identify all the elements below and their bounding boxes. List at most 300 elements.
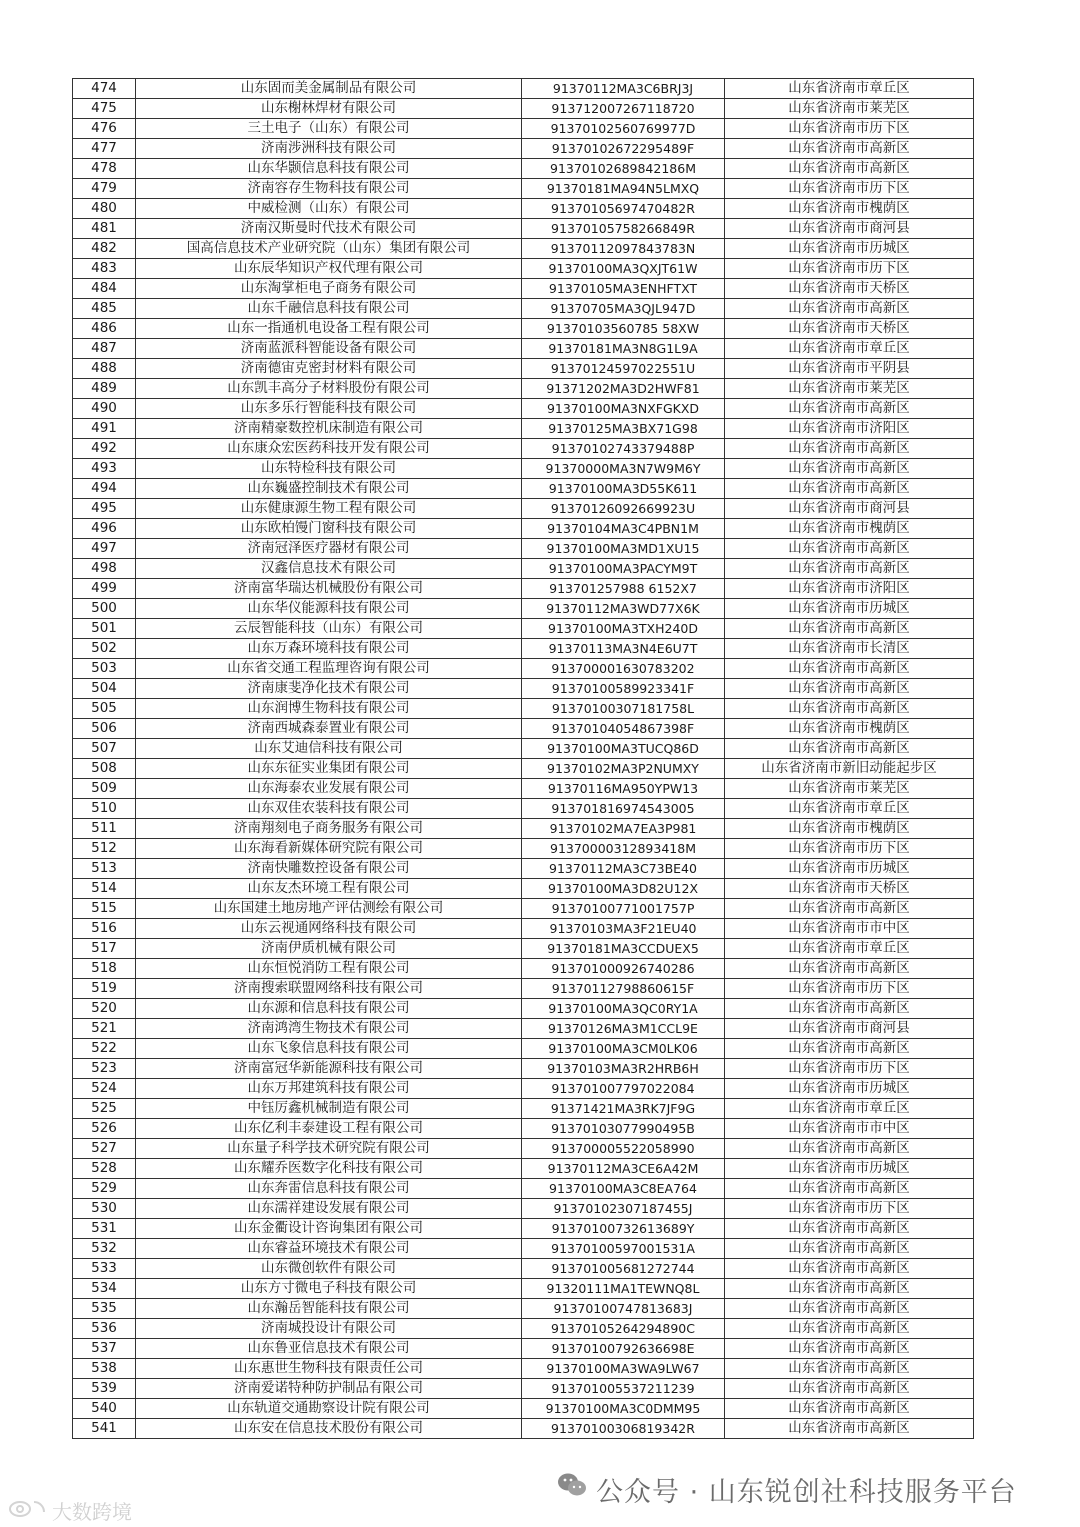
- company-name-cell: 济南快雕数控设备有限公司: [136, 859, 522, 879]
- table-row: [73, 539, 974, 559]
- credit-code-cell: 91370100732613689Y: [522, 1219, 725, 1239]
- table-row: [73, 479, 974, 499]
- region-cell: 山东省济南市高新区: [725, 1139, 974, 1159]
- credit-code-cell: 91370126092669923U: [522, 499, 725, 519]
- credit-code-cell: 91370100MA3D55K611: [522, 479, 725, 499]
- company-name-cell: 山东万森环境科技有限公司: [136, 639, 522, 659]
- table-row: [73, 99, 974, 119]
- row-index-cell: 479: [73, 179, 136, 199]
- company-name-cell: 山东榭林焊材有限公司: [136, 99, 522, 119]
- region-cell: 山东省济南市高新区: [725, 479, 974, 499]
- credit-code-cell: 91370100792636698E: [522, 1339, 725, 1359]
- row-index-cell: 502: [73, 639, 136, 659]
- company-name-cell: 山东睿益环境技术有限公司: [136, 1239, 522, 1259]
- region-cell: 山东省济南市高新区: [725, 1319, 974, 1339]
- table-row: [73, 819, 974, 839]
- region-cell: 山东省济南市高新区: [725, 139, 974, 159]
- row-index-cell: 476: [73, 119, 136, 139]
- row-index-cell: 491: [73, 419, 136, 439]
- row-index-cell: 522: [73, 1039, 136, 1059]
- table-row: [73, 159, 974, 179]
- region-cell: 山东省济南市章丘区: [725, 939, 974, 959]
- table-row: [73, 1319, 974, 1339]
- region-cell: 山东省济南市章丘区: [725, 799, 974, 819]
- region-cell: 山东省济南市高新区: [725, 739, 974, 759]
- table-row: [73, 319, 974, 339]
- credit-code-cell: 91370102689842186M: [522, 159, 725, 179]
- company-name-cell: 济南搜索联盟网络科技有限公司: [136, 979, 522, 999]
- table-row: [73, 179, 974, 199]
- table-row: [73, 359, 974, 379]
- company-name-cell: 山东淘掌柜电子商务有限公司: [136, 279, 522, 299]
- table-row: [73, 399, 974, 419]
- table-row: [73, 1379, 974, 1399]
- table-row: [73, 239, 974, 259]
- row-index-cell: 506: [73, 719, 136, 739]
- credit-code-cell: 913701005537211239: [522, 1379, 725, 1399]
- region-cell: 山东省济南市济阳区: [725, 579, 974, 599]
- credit-code-cell: 91370100597001531A: [522, 1239, 725, 1259]
- company-name-cell: 汉鑫信息技术有限公司: [136, 559, 522, 579]
- region-cell: 山东省济南市莱芜区: [725, 779, 974, 799]
- company-name-cell: 山东巍盛控制技术有限公司: [136, 479, 522, 499]
- company-name-cell: 山东固而美金属制品有限公司: [136, 79, 522, 99]
- company-name-cell: 山东华颢信息科技有限公司: [136, 159, 522, 179]
- company-name-cell: 山东健康源生物工程有限公司: [136, 499, 522, 519]
- company-name-cell: 山东源和信息科技有限公司: [136, 999, 522, 1019]
- row-index-cell: 521: [73, 1019, 136, 1039]
- table-row: [73, 659, 974, 679]
- company-name-cell: 山东辰华知识产权代理有限公司: [136, 259, 522, 279]
- row-index-cell: 512: [73, 839, 136, 859]
- row-index-cell: 498: [73, 559, 136, 579]
- region-cell: 山东省济南市高新区: [725, 159, 974, 179]
- credit-code-cell: 91370125MA3BX71G98: [522, 419, 725, 439]
- region-cell: 山东省济南市高新区: [725, 439, 974, 459]
- company-name-cell: 山东轨道交通勘察设计院有限公司: [136, 1399, 522, 1419]
- company-name-cell: 山东耀乔医数字化科技有限公司: [136, 1159, 522, 1179]
- region-cell: 山东省济南市历城区: [725, 1079, 974, 1099]
- credit-code-cell: 91370112MA3C6BRJ3J: [522, 79, 725, 99]
- row-index-cell: 517: [73, 939, 136, 959]
- table-row: [73, 679, 974, 699]
- region-cell: 山东省济南市商河县: [725, 1019, 974, 1039]
- company-name-cell: 山东省交通工程监理咨询有限公司: [136, 659, 522, 679]
- table-row: [73, 419, 974, 439]
- region-cell: 山东省济南市商河县: [725, 219, 974, 239]
- company-name-cell: 山东凯丰高分子材料股份有限公司: [136, 379, 522, 399]
- footer: [0, 1462, 1080, 1527]
- credit-code-cell: 91370100MA3MD1XU15: [522, 539, 725, 559]
- credit-code-cell: 913701816974543005: [522, 799, 725, 819]
- row-index-cell: 513: [73, 859, 136, 879]
- credit-code-cell: 91370181MA3CCDUEX5: [522, 939, 725, 959]
- region-cell: 山东省济南市高新区: [725, 1039, 974, 1059]
- row-index-cell: 540: [73, 1399, 136, 1419]
- company-name-cell: 济南鸿湾生物技术有限公司: [136, 1019, 522, 1039]
- region-cell: 山东省济南市市中区: [725, 1119, 974, 1139]
- region-cell: 山东省济南市高新区: [725, 1219, 974, 1239]
- credit-code-cell: 91370100MA3C8EA764: [522, 1179, 725, 1199]
- region-cell: 山东省济南市历下区: [725, 119, 974, 139]
- region-cell: 山东省济南市历下区: [725, 1199, 974, 1219]
- table-row: [73, 599, 974, 619]
- company-name-cell: 济南精豪数控机床制造有限公司: [136, 419, 522, 439]
- row-index-cell: 530: [73, 1199, 136, 1219]
- region-cell: 山东省济南市平阴县: [725, 359, 974, 379]
- credit-code-cell: 91370100MA3NXFGKXD: [522, 399, 725, 419]
- region-cell: 山东省济南市历下区: [725, 839, 974, 859]
- row-index-cell: 504: [73, 679, 136, 699]
- region-cell: 山东省济南市槐荫区: [725, 719, 974, 739]
- company-name-cell: 三土电子（山东）有限公司: [136, 119, 522, 139]
- company-name-cell: 济南冠泽医疗器材有限公司: [136, 539, 522, 559]
- credit-code-cell: 91370112798860615F: [522, 979, 725, 999]
- credit-code-cell: 91370100MA3CM0LK06: [522, 1039, 725, 1059]
- company-name-cell: 山东金衢设计咨询集团有限公司: [136, 1219, 522, 1239]
- region-cell: 山东省济南市高新区: [725, 1299, 974, 1319]
- table-row: [73, 859, 974, 879]
- company-name-cell: 山东一指通机电设备工程有限公司: [136, 319, 522, 339]
- region-cell: 山东省济南市高新区: [725, 459, 974, 479]
- credit-code-cell: 913701257988 6152X7: [522, 579, 725, 599]
- table-row: [73, 1279, 974, 1299]
- credit-code-cell: 91370102MA7EA3P981: [522, 819, 725, 839]
- company-name-cell: 山东海泰农业发展有限公司: [136, 779, 522, 799]
- credit-code-cell: 913701007797022084: [522, 1079, 725, 1099]
- credit-code-cell: 91370102307187455J: [522, 1199, 725, 1219]
- table-row: [73, 139, 974, 159]
- company-name-cell: 山东特检科技有限公司: [136, 459, 522, 479]
- company-name-cell: 山东恒悦消防工程有限公司: [136, 959, 522, 979]
- credit-code-cell: 91370100MA3TXH240D: [522, 619, 725, 639]
- table-row: [73, 259, 974, 279]
- credit-code-cell: 91370105264294890C: [522, 1319, 725, 1339]
- company-name-cell: 山东多乐行智能科技有限公司: [136, 399, 522, 419]
- credit-code-cell: 91370100MA3D82U12X: [522, 879, 725, 899]
- table-row: [73, 1219, 974, 1239]
- row-index-cell: 538: [73, 1359, 136, 1379]
- row-index-cell: 515: [73, 899, 136, 919]
- company-name-cell: 山东惠世生物科技有限责任公司: [136, 1359, 522, 1379]
- row-index-cell: 494: [73, 479, 136, 499]
- row-index-cell: 520: [73, 999, 136, 1019]
- table-row: [73, 1259, 974, 1279]
- row-index-cell: 474: [73, 79, 136, 99]
- table-row: [73, 919, 974, 939]
- table-row: [73, 579, 974, 599]
- row-index-cell: 518: [73, 959, 136, 979]
- company-name-cell: 山东奔雷信息科技有限公司: [136, 1179, 522, 1199]
- row-index-cell: 537: [73, 1339, 136, 1359]
- credit-code-cell: 91370000MA3N7W9M6Y: [522, 459, 725, 479]
- table-row: [73, 939, 974, 959]
- credit-code-cell: 91370100306819342R: [522, 1419, 725, 1439]
- company-name-cell: 济南蓝派科智能设备有限公司: [136, 339, 522, 359]
- table-row: [73, 619, 974, 639]
- region-cell: 山东省济南市高新区: [725, 399, 974, 419]
- table-row: [73, 799, 974, 819]
- row-index-cell: 475: [73, 99, 136, 119]
- credit-code-cell: 91370105697470482R: [522, 199, 725, 219]
- company-name-cell: 山东鲁亚信息技术有限公司: [136, 1339, 522, 1359]
- region-cell: 山东省济南市济阳区: [725, 419, 974, 439]
- row-index-cell: 528: [73, 1159, 136, 1179]
- region-cell: 山东省济南市商河县: [725, 499, 974, 519]
- row-index-cell: 531: [73, 1219, 136, 1239]
- credit-code-cell: 913700001630783202: [522, 659, 725, 679]
- region-cell: 山东省济南市章丘区: [725, 1099, 974, 1119]
- credit-code-cell: 91370100589923341F: [522, 679, 725, 699]
- row-index-cell: 485: [73, 299, 136, 319]
- region-cell: 山东省济南市高新区: [725, 539, 974, 559]
- credit-code-cell: 91370181MA3N8G1L9A: [522, 339, 725, 359]
- region-cell: 山东省济南市高新区: [725, 1239, 974, 1259]
- credit-code-cell: 91370705MA3QJL947D: [522, 299, 725, 319]
- credit-code-cell: 91370000312893418M: [522, 839, 725, 859]
- credit-code-cell: 91370116MA950YPW13: [522, 779, 725, 799]
- company-name-cell: 山东东征实业集团有限公司: [136, 759, 522, 779]
- company-name-cell: 济南容存生物科技有限公司: [136, 179, 522, 199]
- table-row: [73, 1019, 974, 1039]
- company-name-cell: 济南汉斯曼时代技术有限公司: [136, 219, 522, 239]
- region-cell: 山东省济南市高新区: [725, 1179, 974, 1199]
- region-cell: 山东省济南市槐荫区: [725, 199, 974, 219]
- row-index-cell: 478: [73, 159, 136, 179]
- row-index-cell: 514: [73, 879, 136, 899]
- row-index-cell: 495: [73, 499, 136, 519]
- region-cell: 山东省济南市高新区: [725, 1339, 974, 1359]
- company-name-cell: 济南富华瑞达机械股份有限公司: [136, 579, 522, 599]
- weibo-icon: [8, 1498, 50, 1518]
- company-name-cell: 济南翔刻电子商务服务有限公司: [136, 819, 522, 839]
- company-table: [72, 78, 974, 1439]
- region-cell: 山东省济南市高新区: [725, 679, 974, 699]
- row-index-cell: 508: [73, 759, 136, 779]
- table-row: [73, 1139, 974, 1159]
- row-index-cell: 541: [73, 1419, 136, 1439]
- watermark-label: 大数跨境: [52, 1500, 132, 1524]
- region-cell: 山东省济南市章丘区: [725, 339, 974, 359]
- row-index-cell: 525: [73, 1099, 136, 1119]
- region-cell: 山东省济南市高新区: [725, 559, 974, 579]
- region-cell: 山东省济南市历城区: [725, 239, 974, 259]
- row-index-cell: 510: [73, 799, 136, 819]
- company-name-cell: 济南德宙克密封材料有限公司: [136, 359, 522, 379]
- row-index-cell: 483: [73, 259, 136, 279]
- credit-code-cell: 91370104054867398F: [522, 719, 725, 739]
- region-cell: 山东省济南市历城区: [725, 1159, 974, 1179]
- region-cell: 山东省济南市高新区: [725, 1259, 974, 1279]
- credit-code-cell: 91370104MA3C4PBN1M: [522, 519, 725, 539]
- row-index-cell: 535: [73, 1299, 136, 1319]
- region-cell: 山东省济南市高新区: [725, 1379, 974, 1399]
- row-index-cell: 524: [73, 1079, 136, 1099]
- company-name-cell: 山东方寸微电子科技有限公司: [136, 1279, 522, 1299]
- table-row: [73, 1419, 974, 1439]
- table-row: [73, 719, 974, 739]
- credit-code-cell: 91370100307181758L: [522, 699, 725, 719]
- table-row: [73, 699, 974, 719]
- row-index-cell: 532: [73, 1239, 136, 1259]
- company-name-cell: 济南涉洲科技有限公司: [136, 139, 522, 159]
- table-row: [73, 1199, 974, 1219]
- company-name-cell: 山东华仪能源科技有限公司: [136, 599, 522, 619]
- company-name-cell: 山东友杰环境工程有限公司: [136, 879, 522, 899]
- row-index-cell: 497: [73, 539, 136, 559]
- company-name-cell: 济南城投设计有限公司: [136, 1319, 522, 1339]
- table-row: [73, 779, 974, 799]
- table-row: [73, 899, 974, 919]
- region-cell: 山东省济南市长清区: [725, 639, 974, 659]
- region-cell: 山东省济南市新旧动能起步区: [725, 759, 974, 779]
- credit-code-cell: 91370100MA3TUCQ86D: [522, 739, 725, 759]
- region-cell: 山东省济南市高新区: [725, 1419, 974, 1439]
- table-row: [73, 299, 974, 319]
- company-name-cell: 山东双佳农装科技有限公司: [136, 799, 522, 819]
- table-row: [73, 1099, 974, 1119]
- company-name-cell: 云辰智能科技（山东）有限公司: [136, 619, 522, 639]
- row-index-cell: 482: [73, 239, 136, 259]
- company-name-cell: 济南康斐净化技术有限公司: [136, 679, 522, 699]
- credit-code-cell: 91370181MA94N5LMXQ: [522, 179, 725, 199]
- region-cell: 山东省济南市历下区: [725, 979, 974, 999]
- region-cell: 山东省济南市高新区: [725, 899, 974, 919]
- table-row: [73, 499, 974, 519]
- table-row: [73, 119, 974, 139]
- company-name-cell: 山东亿利丰泰建设工程有限公司: [136, 1119, 522, 1139]
- table-row: [73, 459, 974, 479]
- credit-code-cell: 91370103MA3R2HRB6H: [522, 1059, 725, 1079]
- company-name-cell: 山东千融信息科技有限公司: [136, 299, 522, 319]
- region-cell: 山东省济南市高新区: [725, 999, 974, 1019]
- row-index-cell: 529: [73, 1179, 136, 1199]
- row-index-cell: 534: [73, 1279, 136, 1299]
- row-index-cell: 507: [73, 739, 136, 759]
- table-row: [73, 379, 974, 399]
- credit-code-cell: 91370102MA3P2NUMXY: [522, 759, 725, 779]
- company-name-cell: 山东康众宏医药科技开发有限公司: [136, 439, 522, 459]
- region-cell: 山东省济南市高新区: [725, 619, 974, 639]
- company-name-cell: 山东濡祥建设发展有限公司: [136, 1199, 522, 1219]
- row-index-cell: 493: [73, 459, 136, 479]
- region-cell: 山东省济南市市中区: [725, 919, 974, 939]
- company-name-cell: 山东飞象信息科技有限公司: [136, 1039, 522, 1059]
- table-row: [73, 1339, 974, 1359]
- credit-code-cell: 91370112MA3C73BE40: [522, 859, 725, 879]
- row-index-cell: 492: [73, 439, 136, 459]
- credit-code-cell: 91370102672295489F: [522, 139, 725, 159]
- row-index-cell: 505: [73, 699, 136, 719]
- credit-code-cell: 91370126MA3M1CCL9E: [522, 1019, 725, 1039]
- credit-code-cell: 91370105758266849R: [522, 219, 725, 239]
- credit-code-cell: 913700005522058990: [522, 1139, 725, 1159]
- row-index-cell: 486: [73, 319, 136, 339]
- company-name-cell: 济南爱诺特种防护制品有限公司: [136, 1379, 522, 1399]
- credit-code-cell: 91370103MA3F21EU40: [522, 919, 725, 939]
- credit-code-cell: 91370112MA3WD77X6K: [522, 599, 725, 619]
- credit-code-cell: 913701000926740286: [522, 959, 725, 979]
- region-cell: 山东省济南市天桥区: [725, 319, 974, 339]
- row-index-cell: 503: [73, 659, 136, 679]
- row-index-cell: 527: [73, 1139, 136, 1159]
- region-cell: 山东省济南市高新区: [725, 1399, 974, 1419]
- credit-code-cell: 913712007267118720: [522, 99, 725, 119]
- table-row: [73, 1299, 974, 1319]
- table-row: [73, 1399, 974, 1419]
- table-row: [73, 759, 974, 779]
- row-index-cell: 500: [73, 599, 136, 619]
- region-cell: 山东省济南市高新区: [725, 699, 974, 719]
- credit-code-cell: 91370100747813683J: [522, 1299, 725, 1319]
- table-row: [73, 219, 974, 239]
- credit-code-cell: 91370112097843783N: [522, 239, 725, 259]
- credit-code-cell: 91370100MA3QC0RY1A: [522, 999, 725, 1019]
- table-row: [73, 439, 974, 459]
- table-row: [73, 1119, 974, 1139]
- credit-code-cell: 91371421MA3RK7JF9G: [522, 1099, 725, 1119]
- wechat-icon: [557, 1472, 587, 1498]
- region-cell: 山东省济南市高新区: [725, 1359, 974, 1379]
- table-row: [73, 1359, 974, 1379]
- row-index-cell: 490: [73, 399, 136, 419]
- table-row: [73, 279, 974, 299]
- table-row: [73, 519, 974, 539]
- credit-code-cell: 91370102743379488P: [522, 439, 725, 459]
- row-index-cell: 536: [73, 1319, 136, 1339]
- region-cell: 山东省济南市历城区: [725, 859, 974, 879]
- company-name-cell: 山东国建土地房地产评估测绘有限公司: [136, 899, 522, 919]
- row-index-cell: 523: [73, 1059, 136, 1079]
- table-row: [73, 739, 974, 759]
- table-row: [73, 1039, 974, 1059]
- credit-code-cell: 91370100MA3C0DMM95: [522, 1399, 725, 1419]
- table-row: [73, 999, 974, 1019]
- table-row: [73, 1059, 974, 1079]
- region-cell: 山东省济南市高新区: [725, 299, 974, 319]
- company-name-cell: 山东润博生物科技有限公司: [136, 699, 522, 719]
- row-index-cell: 526: [73, 1119, 136, 1139]
- credit-code-cell: 91370105MA3ENHFTXT: [522, 279, 725, 299]
- credit-code-cell: 91370100MA3WA9LW67: [522, 1359, 725, 1379]
- region-cell: 山东省济南市高新区: [725, 659, 974, 679]
- credit-code-cell: 91370103077990495B: [522, 1119, 725, 1139]
- company-name-cell: 山东瀚岳智能科技有限公司: [136, 1299, 522, 1319]
- table-row: [73, 839, 974, 859]
- row-index-cell: 484: [73, 279, 136, 299]
- table-row: [73, 959, 974, 979]
- region-cell: 山东省济南市历下区: [725, 259, 974, 279]
- company-name-cell: 山东量子科学技术研究院有限公司: [136, 1139, 522, 1159]
- company-name-cell: 山东微创软件有限公司: [136, 1259, 522, 1279]
- credit-code-cell: 91370113MA3N4E6U7T: [522, 639, 725, 659]
- row-index-cell: 533: [73, 1259, 136, 1279]
- credit-code-cell: 91370103560785 58XW: [522, 319, 725, 339]
- row-index-cell: 511: [73, 819, 136, 839]
- region-cell: 山东省济南市高新区: [725, 1279, 974, 1299]
- row-index-cell: 496: [73, 519, 136, 539]
- region-cell: 山东省济南市历下区: [725, 1059, 974, 1079]
- table-body: [73, 79, 974, 1439]
- table-row: [73, 1159, 974, 1179]
- credit-code-cell: 91370100MA3QXJT61W: [522, 259, 725, 279]
- row-index-cell: 480: [73, 199, 136, 219]
- row-index-cell: 477: [73, 139, 136, 159]
- row-index-cell: 489: [73, 379, 136, 399]
- row-index-cell: 519: [73, 979, 136, 999]
- company-name-cell: 济南西城森泰置业有限公司: [136, 719, 522, 739]
- credit-code-cell: 91370100771001757P: [522, 899, 725, 919]
